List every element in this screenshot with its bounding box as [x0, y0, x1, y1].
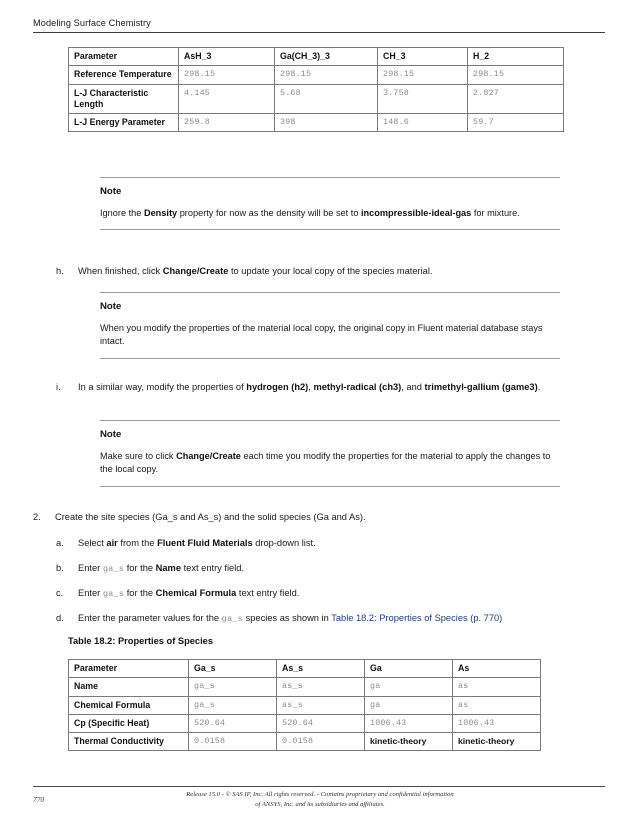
column-header: AsH_3 [179, 48, 275, 66]
list-item-text: Enter ga_s for the Name text entry field. [78, 563, 245, 574]
note-body: Ignore the Density property for now as the density will be set to incompressible-ideal-gas for mixture. [100, 208, 520, 218]
row-parameter-label: Chemical Formula [69, 696, 189, 714]
list-item-h [56, 265, 566, 278]
column-header: As [453, 660, 541, 678]
table-cell-value: 298.15 [378, 66, 468, 84]
table-cell-value: kinetic-theory [365, 733, 453, 751]
page-number: 770 [33, 795, 45, 804]
note-body: When you modify the properties of the material local copy, the original copy in Fluent material database stays intact. [100, 323, 543, 347]
list-marker: b. [56, 563, 64, 573]
list-marker: c. [56, 588, 64, 598]
list-item-text: When finished, click Change/Create to update your local copy of the species material. [78, 266, 433, 276]
footer-line-2: of ANSYS, Inc. and its subsidiaries and affiliates. [255, 800, 385, 808]
table-row [69, 714, 541, 732]
row-parameter-label: L-J Characteristic Length [69, 84, 179, 114]
table-cell-value: 148.6 [378, 114, 468, 132]
list-item-text: Create the site species (Ga_s and As_s) and the solid species (Ga and As). [55, 512, 366, 522]
table-cell-value: 298.15 [179, 66, 275, 84]
row-parameter-label: Cp (Specific Heat) [69, 714, 189, 732]
column-header: As_s [277, 660, 365, 678]
table-cell-value: 520.64 [277, 714, 365, 732]
table-cell-value: 4.145 [179, 84, 275, 114]
list-marker: 2. [33, 512, 41, 522]
list-item-text: Enter ga_s for the Chemical Formula text entry field. [78, 588, 300, 599]
footer-line-1: Release 15.0 - © SAS IP, Inc. All rights reserved. - Contains proprietary and confidential information [186, 791, 454, 798]
table-cell-value: as_s [277, 678, 365, 696]
table-cell-value: ga [365, 678, 453, 696]
row-parameter-label: Thermal Conductivity [69, 733, 189, 751]
table-row [69, 678, 541, 696]
row-parameter-label: Reference Temperature [69, 66, 179, 84]
footer-copyright [120, 790, 520, 810]
table-row [69, 696, 541, 714]
note-body: Make sure to click Change/Create each time you modify the properties for the material to apply the changes to the local copy. [100, 451, 551, 475]
table-cell-value: 1006.43 [453, 714, 541, 732]
table-row [69, 114, 564, 132]
list-item-2d [56, 612, 582, 625]
properties-table-top [68, 47, 564, 132]
table-cell-value: 259.8 [179, 114, 275, 132]
table-header-row [69, 48, 564, 66]
table-cell-value: 298.15 [275, 66, 378, 84]
table-cell-value: as [453, 678, 541, 696]
list-item-2c [56, 587, 576, 600]
table-row [69, 733, 541, 751]
table-cell-value: 298.15 [468, 66, 564, 84]
table-cell-value: 520.64 [189, 714, 277, 732]
properties-of-species-table [68, 659, 541, 751]
table-cell-value: ga_s [189, 696, 277, 714]
note-title: Note [100, 429, 122, 440]
table-header-row [69, 660, 541, 678]
list-marker: h. [56, 266, 64, 276]
row-parameter-label: L-J Energy Parameter [69, 114, 179, 132]
table-cell-value: 398 [275, 114, 378, 132]
column-header: Ga(CH_3)_3 [275, 48, 378, 66]
table-cell-value: 1006.43 [365, 714, 453, 732]
table-cell-value: 3.758 [378, 84, 468, 114]
column-header: CH_3 [378, 48, 468, 66]
column-header: Ga_s [189, 660, 277, 678]
list-item-2a [56, 537, 576, 550]
note-title: Note [100, 301, 122, 312]
list-item-i [56, 381, 578, 394]
note-block-density [100, 177, 560, 230]
table-cell-value: as [453, 696, 541, 714]
table-cell-value: 0.0158 [277, 733, 365, 751]
note-block-local-copy [100, 292, 560, 359]
table-cell-value: ga [365, 696, 453, 714]
column-header: H_2 [468, 48, 564, 66]
table-cell-value: ga_s [189, 678, 277, 696]
table-row [69, 66, 564, 84]
note-block-change-create [100, 420, 560, 487]
table-row [69, 84, 564, 114]
list-item-2b [56, 562, 576, 575]
list-item-text[interactable]: Enter the parameter values for the ga_s species as shown in Table 18.2: Properties of Species (p. 770) [78, 613, 503, 624]
header-divider [33, 32, 605, 33]
table-cell-value: kinetic-theory [453, 733, 541, 751]
table-cell-value: as_s [277, 696, 365, 714]
footer-divider [33, 786, 605, 787]
list-marker: a. [56, 538, 64, 548]
list-marker: i. [56, 382, 61, 392]
list-item-text: In a similar way, modify the properties of hydrogen (h2), methyl-radical (ch3), and trimethyl-gallium (game3). [78, 382, 541, 392]
table-cell-value: 0.0158 [189, 733, 277, 751]
column-header: Parameter [69, 48, 179, 66]
note-title: Note [100, 186, 122, 197]
table-caption: Table 18.2: Properties of Species [68, 636, 214, 646]
list-marker: d. [56, 613, 64, 623]
table-cell-value: 59.7 [468, 114, 564, 132]
column-header: Ga [365, 660, 453, 678]
running-header-title: Modeling Surface Chemistry [33, 18, 151, 28]
list-item-2 [33, 511, 573, 524]
table-cell-value: 5.68 [275, 84, 378, 114]
table-cell-value: 2.827 [468, 84, 564, 114]
row-parameter-label: Name [69, 678, 189, 696]
column-header: Parameter [69, 660, 189, 678]
list-item-text: Select air from the Fluent Fluid Materials drop-down list. [78, 538, 316, 548]
running-header [33, 18, 605, 33]
